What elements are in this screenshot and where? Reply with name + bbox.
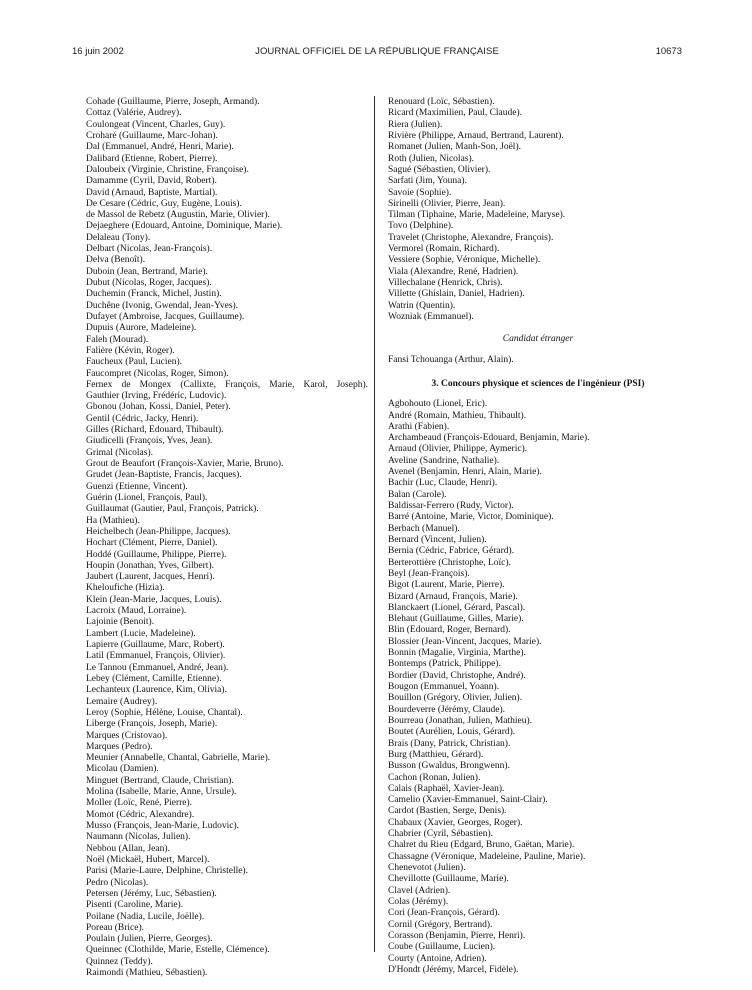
list-item: Fansi Tchouanga (Arthur, Alain). (388, 354, 514, 365)
list-item: Busson (Gwaldus, Brongwenn). (388, 761, 510, 772)
column-divider (374, 96, 375, 952)
list-item: D'Hondt (Jérémy, Marcel, Fidèle). (388, 964, 519, 975)
list-item: Minguet (Bertrand, Claude, Christian). (86, 775, 234, 786)
list-item: Beyl (Jean-François). (388, 568, 470, 579)
list-item: Archambeaud (François-Edouard, Benjamin, Marie). (388, 433, 590, 444)
list-item: Petersen (Jérémy, Luc, Sébastien). (86, 888, 217, 899)
list-item: Heichelbech (Jean-Philippe, Jacques). (86, 526, 231, 537)
list-item: Kheloufiche (Hizia). (86, 583, 165, 594)
list-item: Baldissar-Ferrero (Rudy, Victor). (388, 501, 514, 511)
list-item: Cottaz (Valérie, Audrey). (86, 108, 182, 119)
list-item: Bernard (Vincent, Julien). (388, 534, 487, 545)
list-item: Blehaut (Guillaume, Gilles, Marie). (388, 614, 524, 625)
list-item: Barré (Antoine, Marie, Victor, Dominique). (388, 512, 554, 523)
list-item: Micolau (Damien). (86, 764, 159, 775)
list-item: André (Romain, Mathieu, Thibault). (388, 410, 527, 421)
header-title: JOURNAL OFFICIEL DE LA RÉPUBLIQUE FRANÇAISE (255, 46, 499, 57)
list-item: Gauthier (Irving, Frédéric, Ludovic). (86, 391, 227, 402)
list-item: Latil (Emmanuel, François, Olivier). (86, 651, 226, 662)
list-item: Arnaud (Olivier, Philippe, Aymeric). (388, 444, 528, 455)
list-item: Duboin (Jean, Bertrand, Marie). (86, 266, 208, 277)
list-item: Bourdeverre (Jérémy, Claude). (388, 704, 506, 715)
list-item: Fernex de Mongex (Callixte, François, Marie, Karol, Joseph). (86, 379, 368, 390)
list-item: Bordier (David, Christophe, André). (388, 670, 526, 681)
list-item: David (Arnaud, Baptiste, Martial). (86, 187, 218, 198)
list-item: Bizard (Arnaud, François, Marie). (388, 591, 518, 602)
list-item: Le Tannou (Emmanuel, André, Jean). (86, 662, 229, 673)
list-item: Gilles (Richard, Edouard, Thibault). (86, 425, 224, 436)
list-item: Bernia (Cédric, Fabrice, Gérard). (388, 546, 515, 557)
list-item: Bontemps (Patrick, Philippe). (388, 659, 501, 670)
list-item: Riera (Julien). (388, 119, 443, 130)
list-item: Colas (Jérémy). (388, 896, 449, 907)
list-item: Boutet (Aurélien, Louis, Gérard). (388, 727, 516, 738)
list-item: Quinnez (Teddy). (86, 956, 153, 967)
list-item: Bougon (Emmanuel, Yoann). (388, 682, 500, 692)
list-item: Momot (Cédric, Alexandre). (86, 809, 195, 820)
list-item: Bouillon (Grégory, Olivier, Julien). (388, 693, 523, 704)
spacer (388, 389, 688, 399)
list-item: Giudicelli (François, Yves, Jean). (86, 436, 213, 447)
list-item: Berterottière (Christophe, Loïc). (388, 557, 511, 568)
list-item: Dubut (Nicolas, Roger, Jacques). (86, 278, 212, 288)
list-item: Pisenti (Caroline, Marie). (86, 900, 184, 911)
list-item: Musso (François, Jean-Marie, Ludovic). (86, 821, 240, 831)
list-item: Chenevotot (Julien). (388, 863, 466, 873)
list-item: Falière (Kévin, Roger). (86, 345, 175, 356)
list-item: Sagué (Sébastien, Olivier). (388, 164, 491, 175)
list-item: Dejaeghere (Edouard, Antoine, Dominique, Marie). (86, 221, 283, 232)
list-item: Renouard (Loïc, Sébastien). (388, 97, 495, 107)
list-item: Delva (Benoît). (86, 255, 146, 266)
list-item: Rivière (Philippe, Arnaud, Bertrand, Laurent). (388, 130, 564, 141)
list-item: Bourreau (Jonathan, Julien, Mathieu). (388, 715, 533, 726)
list-item: Chabaux (Xavier, Georges, Roger). (388, 817, 523, 828)
list-item: Tilman (Tiphaine, Marie, Madeleine, Maryse). (388, 210, 566, 221)
list-item: Corasson (Benjamin, Pierre, Henri). (388, 930, 526, 941)
list-item: Blossier (Jean-Vincent, Jacques, Marie). (388, 636, 542, 647)
header-date: 16 juin 2002 (72, 46, 124, 57)
list-item: Dufayet (Ambroise, Jacques, Guillaume). (86, 311, 245, 322)
list-item: Cohade (Guillaume, Pierre, Joseph, Armand). (86, 97, 260, 107)
spacer (388, 323, 688, 333)
list-item: Queinnec (Clothilde, Marie, Estelle, Clémence). (86, 945, 270, 956)
list-item: Lapierre (Guillaume, Marc, Robert). (86, 640, 225, 650)
list-item: Daloubeix (Virginie, Christine, Françoise). (86, 164, 249, 175)
list-item: Faucompret (Nicolas, Roger, Simon). (86, 368, 229, 379)
list-item: Burg (Matthieu, Gérard). (388, 749, 484, 760)
list-item: Chassagne (Véronique, Madeleine, Pauline, Marie). (388, 851, 586, 862)
list-item: Lemaire (Audrey). (86, 696, 158, 707)
list-item: Leroy (Sophie, Hélène, Louise, Chantal). (86, 707, 243, 718)
list-item: Wozniak (Emmanuel). (388, 311, 474, 322)
list-item: Poilane (Nadia, Lucile, Joëlle). (86, 911, 205, 922)
list-item: Cori (Jean-François, Gérard). (388, 908, 500, 919)
list-item: Lebey (Clément, Camille, Etienne). (86, 673, 222, 684)
list-item: Hoddé (Guillaume, Philippe, Pierre). (86, 549, 227, 560)
list-item: Villechalane (Henrick, Chris). (388, 278, 503, 288)
list-item: Guenzi (Etienne, Vincent). (86, 481, 188, 492)
list-item: Berbach (Manuel). (388, 523, 460, 534)
list-item: Duchêne (Ivonig, Gwendal, Jean-Yves). (86, 300, 239, 311)
spacer (388, 345, 688, 355)
list-item: Raimondi (Mathieu, Sébastien). (86, 968, 208, 979)
list-item: Coube (Guillaume, Lucien). (388, 942, 496, 953)
list-item: Lajoinie (Benoit). (86, 617, 155, 628)
left-column-list (86, 97, 368, 979)
list-item: Lechanteux (Laurence, Kim, Olivia). (86, 685, 227, 696)
list-item: Delbart (Nicolas, Jean-François). (86, 244, 213, 255)
list-item: Sirinelli (Olivier, Pierre, Jean). (388, 198, 506, 209)
list-item: Bigot (Laurent, Marie, Pierre). (388, 580, 505, 591)
list-item: Cachon (Ronan, Julien). (388, 772, 481, 783)
list-item: Villette (Ghislain, Daniel, Hadrien). (388, 289, 525, 300)
right-column-list (388, 97, 688, 976)
list-item: Courty (Antoine, Adrien). (388, 953, 487, 964)
list-item: Poreau (Brice). (86, 922, 145, 933)
list-item: Balan (Carole). (388, 489, 447, 500)
list-item: Chabrier (Cyril, Sébastien). (388, 829, 494, 840)
list-item: Dalibard (Etienne, Robert, Pierre). (86, 153, 218, 164)
list-item: Houpin (Jonathan, Yves, Gilbert). (86, 560, 214, 571)
list-item: Guillaumat (Gautier, Paul, François, Patrick). (86, 504, 259, 515)
list-item: Arathi (Fabien). (388, 421, 450, 432)
list-item: Grout de Beaufort (François-Xavier, Marie, Bruno). (86, 459, 284, 469)
list-item: Agbohouto (Lionel, Eric). (388, 399, 488, 410)
list-item: Marques (Pedro). (86, 741, 153, 752)
list-item: Faleh (Mourad). (86, 334, 149, 345)
list-item: Travelet (Christophe, Alexandre, François). (388, 232, 554, 243)
list-item: Bonnin (Magalie, Virginia, Marthe). (388, 648, 526, 659)
list-item: de Massol de Rebetz (Augustin, Marie, Olivier). (86, 210, 270, 221)
list-item: Grimal (Nicolas). (86, 447, 154, 458)
list-item: Cardot (Bastien, Serge, Denis). (388, 806, 507, 817)
list-item: Vermorel (Romain, Richard). (388, 244, 500, 255)
list-item: Dal (Emmanuel, André, Henri, Marie). (86, 142, 234, 153)
list-item: De Cesare (Cédric, Guy, Eugène, Louis). (86, 198, 242, 209)
list-item: Delaleau (Tony). (86, 232, 151, 243)
list-item: Guérin (Lionel, François, Paul). (86, 492, 208, 503)
list-item: Molina (Isabelle, Marie, Anne, Ursule). (86, 787, 237, 798)
list-item: Naumann (Nicolas, Julien). (86, 832, 191, 843)
list-item: Meunier (Annabelle, Chantal, Gabrielle, Marie). (86, 753, 271, 764)
list-item: Gentil (Cédric, Jacky, Henri). (86, 413, 199, 424)
list-item: Poulain (Julien, Pierre, Georges). (86, 934, 213, 945)
list-item: Savoie (Sophie). (388, 187, 452, 198)
list-item: Aveline (Sandrine, Nathalie). (388, 455, 500, 466)
list-item: Pedro (Nicolas). (86, 877, 149, 888)
list-item: Duchemin (Franck, Michel, Justin). (86, 289, 222, 300)
list-item: Jaubert (Laurent, Jacques, Henri). (86, 572, 215, 583)
list-item: Cornil (Grégory, Bertrand). (388, 919, 493, 930)
list-item: Calais (Raphaël, Xavier-Jean). (388, 783, 505, 794)
list-item: Ha (Mathieu). (86, 515, 140, 526)
list-item: Liberge (François, Joseph, Marie). (86, 719, 218, 730)
list-item: Viala (Alexandre, René, Hadrien). (388, 266, 519, 277)
list-item: Roth (Julien, Nicolas). (388, 153, 475, 164)
list-item: Clavel (Adrien). (388, 885, 451, 896)
list-item: Coulongeat (Vincent, Charles, Guy). (86, 119, 226, 130)
list-item: Damamme (Cyril, David, Robert). (86, 176, 217, 187)
list-item: Ricard (Maximilien, Paul, Claude). (388, 108, 523, 119)
list-item: Vessiere (Sophie, Véronique, Michelle). (388, 255, 541, 266)
list-item: Croharé (Guillaume, Marc-Johan). (86, 130, 218, 141)
list-item: Chalret du Rieu (Edgard, Bruno, Gaëtan, Marie). (388, 840, 575, 851)
list-item: Grudet (Jean-Baptiste, Francis, Jacques). (86, 470, 242, 481)
list-item: Watrin (Quentin). (388, 300, 456, 311)
list-item: Klein (Jean-Marie, Jacques, Louis). (86, 594, 222, 605)
list-item: Faucheux (Paul, Lucien). (86, 357, 183, 368)
list-item: Lacroix (Maud, Lorraine). (86, 606, 187, 617)
list-item: Chevillotte (Guillaume, Marie). (388, 874, 509, 885)
list-item: Bachir (Luc, Claude, Henri). (388, 478, 498, 489)
list-item: Blanckaert (Lionel, Gérard, Pascal). (388, 602, 526, 613)
list-item: Moller (Loïc, René, Pierre). (86, 798, 193, 809)
list-item: Camelio (Xavier-Emmanuel, Saint-Clair). (388, 795, 548, 806)
list-item: Marques (Cristovao). (86, 730, 168, 741)
list-item: Tovo (Delphine). (388, 221, 454, 232)
section-title-foreign: Candidat étranger (502, 334, 574, 345)
list-item: Gbonou (Johan, Kossi, Daniel, Peter). (86, 402, 231, 413)
header-page-number: 10673 (655, 46, 682, 57)
list-item: Romanet (Julien, Manh-Son, Joël). (388, 142, 521, 153)
list-item: Parisi (Marie-Laure, Delphine, Christelle). (86, 866, 248, 877)
list-item: Noël (Mickaël, Hubert, Marcel). (86, 854, 210, 865)
list-item: Dupuis (Aurore, Madeleine). (86, 323, 197, 334)
list-item: Sarfati (Jim, Youna). (388, 176, 467, 187)
list-item: Nebbou (Allan, Jean). (86, 843, 170, 854)
list-item: Lambert (Lucie, Madeleine). (86, 628, 196, 639)
list-item: Avenel (Benjamin, Henri, Alain, Marie). (388, 467, 542, 478)
list-item: Blin (Edouard, Roger, Bernard). (388, 625, 511, 636)
section-title-psi: 3. Concours physique et sciences de l'ingénieur (PSI) (431, 378, 645, 389)
list-item: Hochart (Clément, Pierre, Daniel). (86, 538, 218, 549)
spacer (388, 366, 688, 378)
page-header (72, 46, 682, 62)
list-item: Brais (Dany, Patrick, Christian). (388, 738, 511, 749)
